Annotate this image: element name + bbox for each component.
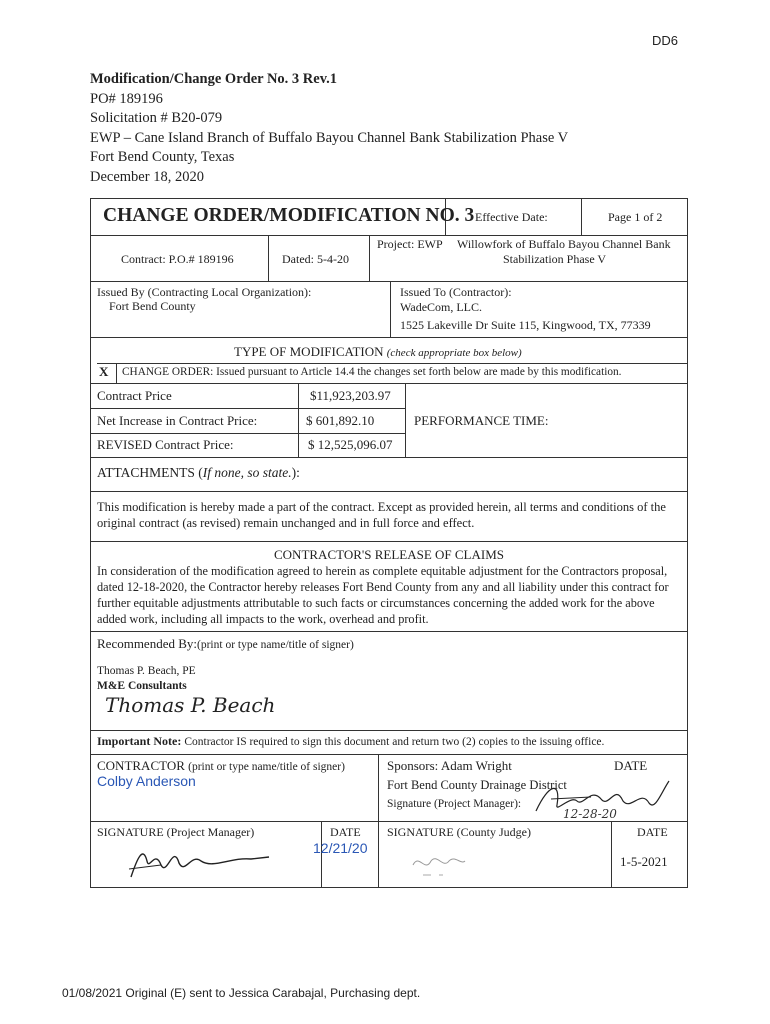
signature-pm-label: Signature (Project Manager): bbox=[387, 798, 522, 810]
net-increase-label: Net Increase in Contract Price: bbox=[97, 413, 258, 428]
release-text: In consideration of the modification agreed to herein as complete equitable adjustment for the Contractors proposal, dated 12-18-2020, the Contractor hereby releases Fort Bend County from any and all liability under this contract for further equitable adjustments attributable to such facts or circumstances concerning the added work for the above added work, including all impacts to the work, overhead and profit. bbox=[97, 564, 669, 626]
attachments-label: ATTACHMENTS ( bbox=[97, 465, 203, 480]
revised-price-value: $ 12,525,096.07 bbox=[308, 437, 393, 452]
contract-dated: Dated: 5-4-20 bbox=[282, 252, 349, 266]
attachments bbox=[97, 465, 300, 481]
release-heading: CONTRACTOR'S RELEASE OF CLAIMS bbox=[274, 547, 504, 562]
recommended-by bbox=[97, 636, 354, 652]
attachments-end: ): bbox=[291, 465, 300, 480]
change-order-text: CHANGE ORDER: Issued pursuant to Article 14.4 the changes set forth below are made by this modification. bbox=[122, 366, 622, 378]
recommender-signature: Thomas P. Beach bbox=[105, 693, 276, 717]
sponsor-date-handwritten: 12-28-20 bbox=[563, 807, 617, 821]
county-judge-signature bbox=[409, 849, 469, 879]
judge-date-label: DATE bbox=[637, 825, 668, 839]
issued-to-address: 1525 Lakeville Dr Suite 115, Kingwood, TX, 77339 bbox=[400, 318, 651, 332]
footer-note: 01/08/2021 Original (E) sent to Jessica Carabajal, Purchasing dept. bbox=[62, 986, 421, 1000]
header-po: PO# 189196 bbox=[90, 90, 163, 107]
important-text: Contractor IS required to sign this document and return two (2) copies to the issuing office. bbox=[184, 736, 605, 748]
header-title: Modification/Change Order No. 3 Rev.1 bbox=[90, 71, 338, 87]
header-project: EWP – Cane Island Branch of Buffalo Bayou Channel Bank Stabilization Phase V bbox=[90, 129, 569, 146]
contractor-name: Colby Anderson bbox=[97, 773, 196, 789]
recommended-hint: (print or type name/title of signer) bbox=[197, 639, 354, 651]
type-heading-text: TYPE OF MODIFICATION bbox=[234, 344, 384, 359]
revised-price-label: REVISED Contract Price: bbox=[97, 437, 234, 452]
signature-judge-label: SIGNATURE (County Judge) bbox=[387, 825, 531, 839]
performance-time: PERFORMANCE TIME: bbox=[414, 413, 549, 428]
contractor-hint: (print or type name/title of signer) bbox=[188, 761, 345, 773]
sponsor-date-label: DATE bbox=[614, 758, 648, 773]
drainage-district: Fort Bend County Drainage District bbox=[387, 778, 567, 792]
important-label: Important Note: bbox=[97, 734, 182, 748]
change-order-checkbox: X bbox=[99, 364, 109, 379]
recommender-company: M&E Consultants bbox=[97, 680, 187, 692]
recommender-name: Thomas P. Beach, PE bbox=[97, 665, 196, 677]
contract-price-value: $11,923,203.97 bbox=[310, 388, 391, 403]
type-of-modification-heading bbox=[234, 344, 522, 360]
signature-pm-box-label: SIGNATURE (Project Manager) bbox=[97, 825, 255, 839]
recommended-label: Recommended By: bbox=[97, 636, 198, 651]
project-name-line1: Willowfork of Buffalo Bayou Channel Bank bbox=[457, 237, 671, 251]
issued-to-name: WadeCom, LLC. bbox=[400, 300, 483, 314]
project-name-line2: Stabilization Phase V bbox=[503, 252, 607, 266]
document-code: DD6 bbox=[651, 33, 678, 48]
issued-to-label: Issued To (Contractor): bbox=[400, 285, 512, 299]
judge-date: 1-5-2021 bbox=[620, 854, 668, 869]
header-solicitation: Solicitation # B20-079 bbox=[90, 110, 223, 126]
issued-by-label: Issued By (Contracting Local Organization): bbox=[97, 285, 312, 299]
type-heading-hint: (check appropriate box below) bbox=[386, 347, 522, 359]
contractor-label-line bbox=[97, 758, 345, 774]
project-label: Project: EWP bbox=[377, 237, 443, 251]
pm-date: 12/21/20 bbox=[313, 840, 368, 856]
attachments-hint: If none, so state. bbox=[202, 465, 292, 480]
net-increase-value: $ 601,892.10 bbox=[306, 413, 375, 428]
change-order-form bbox=[90, 198, 688, 888]
contract-number: Contract: P.O.# 189196 bbox=[121, 252, 234, 266]
modification-statement: This modification is hereby made a part of the contract. Except as provided herein, all terms and conditions of the original contract (as revised) remain unchanged and in full force and effect. bbox=[97, 500, 666, 530]
sponsor-signature bbox=[531, 775, 681, 817]
issued-by-value: Fort Bend County bbox=[109, 299, 196, 313]
effective-date-label: Effective Date: bbox=[475, 210, 548, 224]
contractor-label: CONTRACTOR bbox=[97, 758, 185, 773]
header-county: Fort Bend County, Texas bbox=[90, 149, 235, 165]
sponsors: Sponsors: Adam Wright bbox=[387, 758, 512, 773]
form-title: CHANGE ORDER/MODIFICATION NO. 3 bbox=[103, 205, 475, 226]
document-header bbox=[90, 70, 568, 187]
header-date: December 18, 2020 bbox=[90, 168, 204, 185]
page-number: Page 1 of 2 bbox=[608, 210, 663, 224]
important-note bbox=[97, 734, 604, 749]
contractor-signature bbox=[121, 839, 271, 881]
contract-price-label: Contract Price bbox=[97, 388, 172, 403]
pm-date-label: DATE bbox=[330, 825, 361, 839]
